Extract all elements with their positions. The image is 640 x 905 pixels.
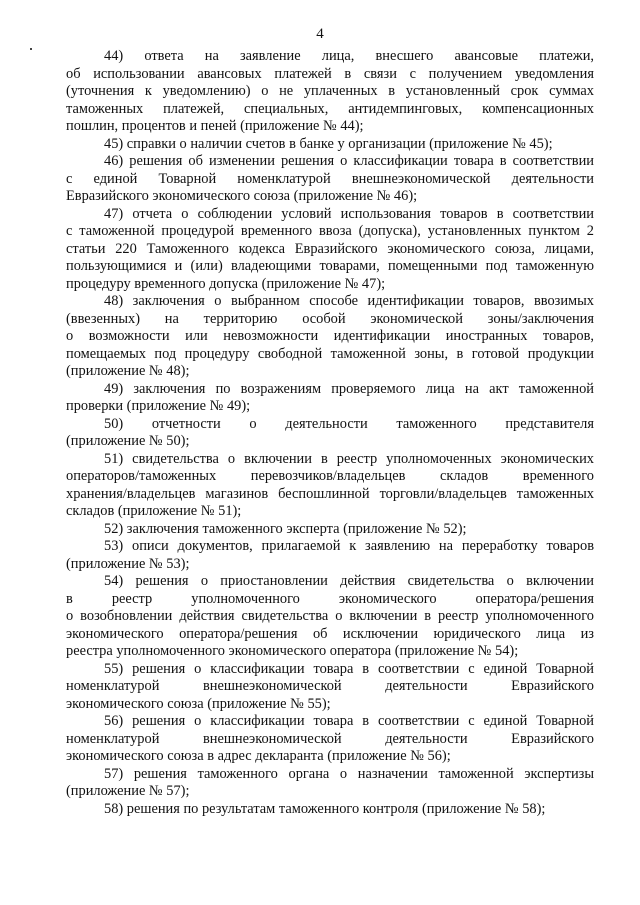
text-line: операторов/таможенных перевозчиков/владельцев складов временного [66,468,594,484]
list-item [66,416,594,451]
text-line: пошлин, процентов и пеней (приложение № 44); [66,118,364,134]
text-line: 45) справки о наличии счетов в банке у организации (приложение № 45); [104,135,553,152]
text-line: (приложение № 50); [66,433,190,449]
text-line: 48) заключения о выбранном способе идентификации товаров, ввозимых [104,293,594,309]
list-item [66,713,594,766]
list-item [66,451,594,521]
text-line: о возобновлении действия свидетельства о включении в реестр уполномоченного [66,608,594,624]
text-line: 47) отчета о соблюдении условий использования товаров в соответствии [104,205,594,222]
text-line: процедуру временного допуска (приложение № 47); [66,275,386,292]
text-line: помещаемых под процедуру свободной таможенной зоны, в готовой продукции [66,345,594,362]
text-line: таможенных платежей, специальных, антидемпинговых, компенсационных [66,100,594,117]
text-line: 56) решения о классификации товара в соответствии с единой Товарной [104,713,594,729]
text-line: об использовании авансовых платежей в связи с получением уведомления [66,65,594,82]
page-number: 4 [316,26,324,42]
text-line: 55) решения о классификации товара в соответствии с единой Товарной [104,660,594,677]
text-line: проверки (приложение № 49); [66,398,251,414]
text-line: 54) решения о приостановлении действия свидетельства о включении [104,573,594,589]
text-line: хранения/владельцев магазинов беспошлинной торговли/владельцев таможенных [66,485,594,502]
text-line: (приложение № 48); [66,363,190,379]
list-item [66,573,594,661]
list-item [66,661,594,714]
text-line: в реестр уполномоченного экономического оператора/решения [66,590,594,607]
text-line: (ввезенных) на территорию особой экономической зоны/заключения [66,310,594,327]
list-item [66,206,594,294]
text-line: реестра уполномоченного экономического оператора (приложение № 54); [66,643,519,659]
list-item [66,381,594,416]
text-line: экономического союза (приложение № 55); [66,695,331,712]
text-line: 57) решения таможенного органа о назначении таможенной экспертизы [104,765,594,782]
list-item [66,801,594,819]
text-line: статьи 220 Таможенного кодекса Евразийского экономического союза, лицами, [66,240,594,257]
document-body [66,48,594,818]
text-line: (уточнения к уведомлению) о не уплаченных в установленный срок суммах [66,83,594,99]
list-item [66,48,594,136]
text-line: 58) решения по результатам таможенного контроля (приложение № 58); [104,800,546,817]
text-line: Евразийского экономического союза (приложение № 46); [66,188,418,204]
text-line: о возможности или невозможности идентификации иностранных товаров, [66,328,594,344]
text-line: (приложение № 53); [66,555,190,572]
list-item [66,136,594,154]
text-line: складов (приложение № 51); [66,503,242,519]
list-item [66,538,594,573]
text-line: экономического союза в адрес декларанта (приложение № 56); [66,748,451,764]
scan-mark [30,48,32,50]
text-line: 50) отчетности о деятельности таможенного представителя [104,415,594,432]
text-line: 53) описи документов, прилагаемой к заявлению на переработку товаров [104,538,594,554]
text-line: 51) свидетельства о включении в реестр уполномоченных экономических [104,450,594,467]
text-line: 52) заключения таможенного эксперта (приложение № 52); [104,520,467,537]
text-line: номенклатурой внешнеэкономической деятельности Евразийского [66,730,594,747]
text-line: экономического оператора/решения об исключении юридического лица из [66,625,594,642]
text-line: номенклатурой внешнеэкономической деятельности Евразийского [66,678,594,694]
text-line: (приложение № 57); [66,783,190,799]
text-line: с единой Товарной номенклатурой внешнеэкономической деятельности [66,170,594,187]
list-item [66,521,594,539]
text-line: с таможенной процедурой временного ввоза (допуска), установленных пунктом 2 [66,223,594,239]
list-item [66,293,594,381]
text-line: 46) решения об изменении решения о классификации товара в соответствии [104,153,594,169]
text-line: 44) ответа на заявление лица, внесшего авансовые платежи, [104,48,594,64]
list-item [66,153,594,206]
text-line: пользующимися и (или) владеющими товарами, помещенными под таможенную [66,258,594,274]
list-item [66,766,594,801]
text-line: 49) заключения по возражениям проверяемого лица на акт таможенной [104,380,594,397]
